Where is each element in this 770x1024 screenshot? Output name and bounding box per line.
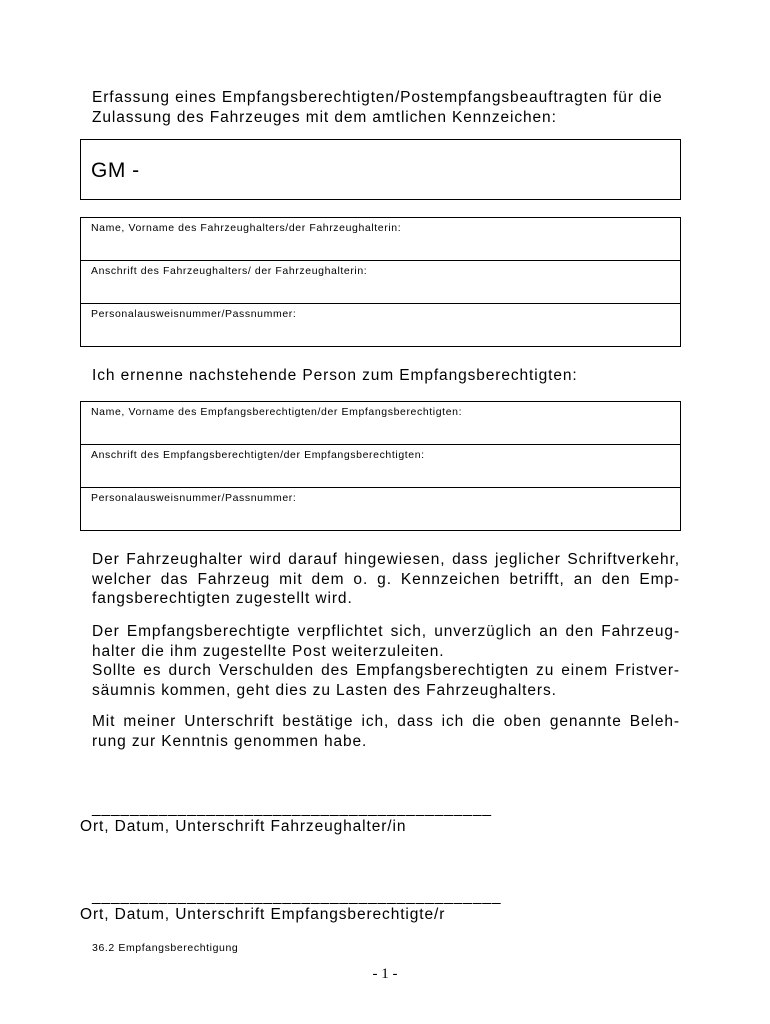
title-line-1: Erfassung eines Empfangsberechtigten/Postempfangsbeauftragten für die <box>92 89 663 106</box>
recipient-section <box>80 401 681 531</box>
holder-name-label: Name, Vorname des Fahrzeughalters/der Fahrzeughalterin: <box>91 222 402 234</box>
recipient-address-field[interactable] <box>81 445 680 488</box>
holder-id-field[interactable] <box>81 304 680 346</box>
page-number: - 1 - <box>372 966 398 982</box>
form-id: 36.2 Empfangsberechtigung <box>92 942 239 954</box>
p3-line-2: säumnis kommen, geht dies zu Lasten des Fahrzeughalters. <box>92 681 557 699</box>
p4-line-2: rung zur Kenntnis genommen habe. <box>92 732 368 750</box>
title-line-2: Zulassung des Fahrzeuges mit dem amtlichen Kennzeichen: <box>92 109 557 126</box>
p2-line-1: Der Empfangsberechtigte verpflichtet sich, unverzüglich an den Fahrzeug- <box>92 623 680 640</box>
recipient-signature-label: Ort, Datum, Unterschrift Empfangsberechtigte/r <box>80 906 446 923</box>
holder-signature-label: Ort, Datum, Unterschrift Fahrzeughalter/in <box>80 818 407 835</box>
notice-paragraph-2 <box>92 622 680 700</box>
license-plate-field[interactable] <box>80 139 681 200</box>
recipient-name-label: Name, Vorname des Empfangsberechtigten/der Empfangsberechtigten: <box>91 406 463 418</box>
license-plate-prefix: GM - <box>91 159 140 182</box>
recipient-signature-line[interactable]: ___________________________________________ <box>92 888 502 905</box>
appointment-intro: Ich ernenne nachstehende Person zum Empfangsberechtigten: <box>92 367 578 384</box>
p3-line-1: Sollte es durch Verschulden des Empfangsberechtigten zu einem Fristver- <box>92 662 680 679</box>
recipient-id-field[interactable] <box>81 488 680 530</box>
p1-line-1: Der Fahrzeughalter wird darauf hingewiesen, dass jeglicher Schriftverkehr, <box>92 551 680 568</box>
p4-line-1: Mit meiner Unterschrift bestätige ich, dass ich die oben genannte Beleh- <box>92 713 680 730</box>
recipient-name-field[interactable] <box>81 402 680 445</box>
vehicle-holder-section <box>80 217 681 347</box>
p1-line-3: fangsberechtigten zugestellt wird. <box>92 590 353 607</box>
notice-paragraph-1 <box>92 550 680 609</box>
recipient-address-label: Anschrift des Empfangsberechtigten/der Empfangsberechtigten: <box>91 449 425 461</box>
p1-line-2: welcher das Fahrzeug mit dem o. g. Kennzeichen betrifft, an den Emp- <box>92 570 680 588</box>
recipient-id-label: Personalausweisnummer/Passnummer: <box>91 492 297 504</box>
holder-signature-line[interactable]: __________________________________________ <box>92 800 492 817</box>
p2-line-2: halter die ihm zugestellte Post weiterzuleiten. <box>92 642 445 660</box>
holder-address-field[interactable] <box>81 261 680 304</box>
notice-paragraph-4 <box>92 712 680 751</box>
holder-name-field[interactable] <box>81 218 680 261</box>
holder-id-label: Personalausweisnummer/Passnummer: <box>91 308 297 320</box>
form-title <box>92 88 680 128</box>
holder-address-label: Anschrift des Fahrzeughalters/ der Fahrzeughalterin: <box>91 265 368 277</box>
